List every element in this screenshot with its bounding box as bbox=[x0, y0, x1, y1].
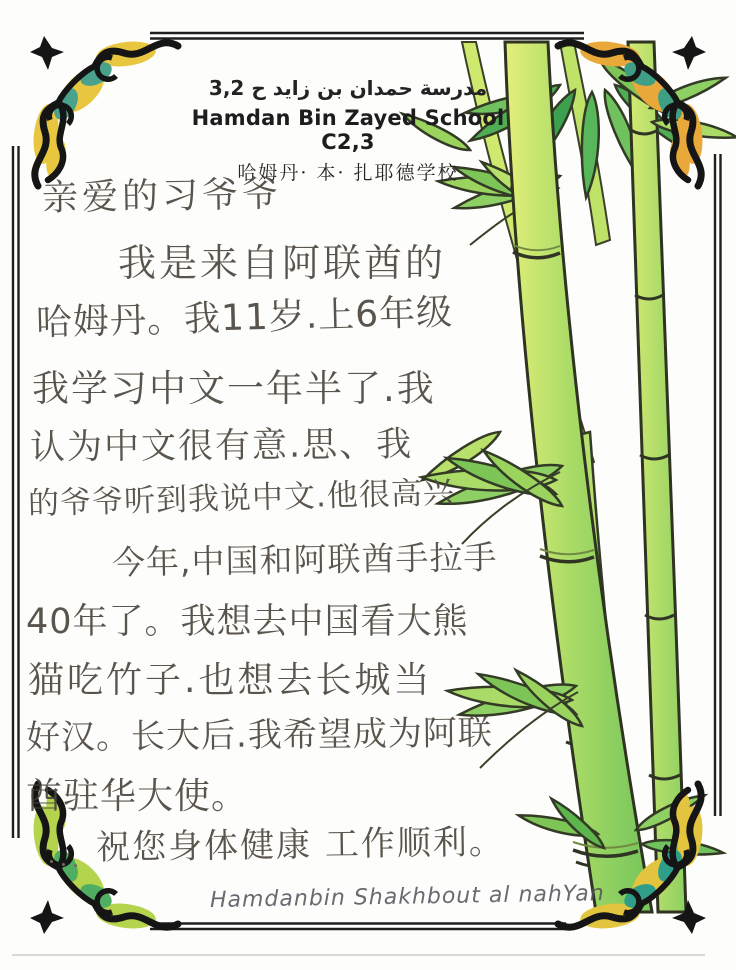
letter-line-5: 认为中文很有意.思、我 bbox=[29, 424, 414, 468]
letter-line-8: 40年了。我想去中国看大熊 bbox=[26, 602, 469, 642]
letter-line-9: 猫吃竹子.也想去长城当 bbox=[28, 660, 433, 701]
letter-line-7: 今年,中国和阿联酋手拉手 bbox=[111, 537, 498, 582]
school-name-arabic: مدرسة حمدان بن زايد ح 3,2 bbox=[208, 76, 488, 100]
pencil-marks bbox=[50, 856, 84, 868]
school-name-english: Hamdan Bin Zayed School C2,3 bbox=[191, 106, 505, 154]
letter-line-11: 酋驻华大使。 bbox=[26, 776, 249, 817]
letter-line-2: 我是来自阿联酋的 bbox=[118, 241, 447, 285]
school-name-chinese: 哈姆丹· 本· 扎耶德学校 bbox=[237, 162, 459, 184]
letter-line-10: 好汉。长大后.我希望成为阿联 bbox=[25, 713, 494, 758]
letter-line-3: 哈姆丹。我11岁.上6年级 bbox=[35, 292, 454, 344]
letter-closing: 祝您身体健康 工作顺利。 bbox=[95, 822, 506, 868]
corner-flourish-top-left bbox=[30, 36, 178, 186]
letter-salutation: 亲爱的习爷爷 bbox=[41, 173, 283, 219]
letter-line-4: 我学习中文一年半了.我 bbox=[32, 367, 436, 410]
letter-line-6: 的爷爷听到我说中文.他很高兴 bbox=[27, 474, 456, 522]
signature: Hamdanbin Shakhbout al nahYan bbox=[209, 881, 605, 913]
